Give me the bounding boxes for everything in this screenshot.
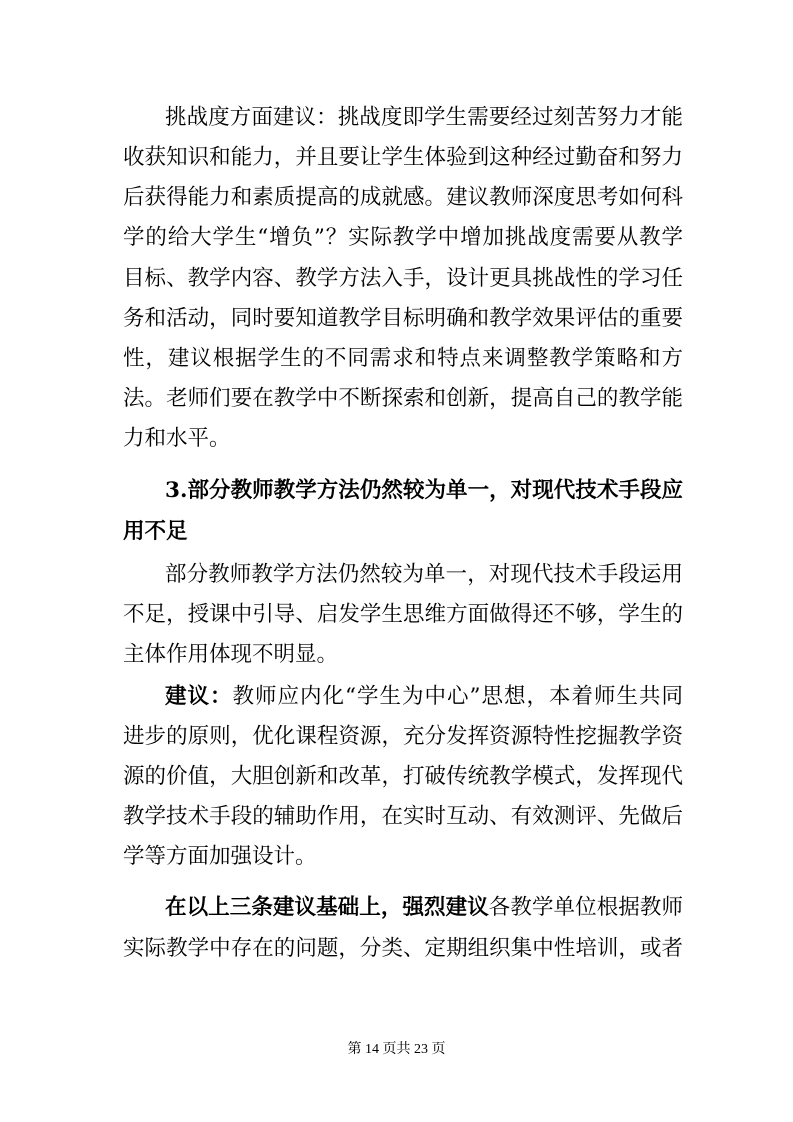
paragraph-line: 法。老师们要在教学中不断探索和创新，提高自己的教学能 [123,386,683,411]
page-number-footer: 第 14 页共 23 页 [347,1042,446,1057]
paragraph-line: 进步的原则，优化课程资源，充分发挥资源特性挖掘教学资 [123,724,683,749]
paragraph-line: 学等方面加强设计。 [123,844,317,869]
paragraph-line: 学的给大学生“增负”？实际教学中增加挑战度需要从教学 [123,225,683,250]
bold-emphasis: 强烈建议 [402,895,489,920]
paragraph-line: 收获知识和能力，并且要让学生体验到这种经过勤奋和努力 [123,145,683,170]
paragraph-line: 实际教学中存在的问题，分类、定期组织集中性培训，或者 [123,936,683,961]
paragraph-line: 源的价值，大胆创新和改革，打破传统教学模式，发挥现代 [123,764,683,789]
paragraph-line: 后获得能力和素质提高的成就感。建议教师深度思考如何科 [123,185,683,210]
paragraph-line: 挑战度方面建议：挑战度即学生需要经过刻苦努力才能 [165,105,683,130]
paragraph-text: 教师应内化“学生为中心”思想，本着师生共同 [232,684,683,709]
paragraph-line: 不足，授课中引导、启发学生思维方面做得还不够，学生的 [123,602,683,627]
paragraph-line: 力和水平。 [123,426,231,451]
section-heading: 3.部分教师教学方法仍然较为单一，对现代技术手段应 [165,478,683,503]
paragraph-line: 性，建议根据学生的不同需求和特点来调整教学策略和方 [123,346,683,371]
bold-lead: 在以上三条建议基础上， [165,895,403,920]
paragraph-line [165,893,683,923]
paragraph-line [165,682,683,712]
paragraph-line: 目标、教学内容、教学方法入手，设计更具挑战性的学习任 [123,266,683,291]
section-heading: 用不足 [123,519,188,544]
paragraph-line: 务和活动，同时要知道教学目标明确和教学效果评估的重要 [123,306,683,331]
paragraph-line: 部分教师教学方法仍然较为单一，对现代技术手段运用 [165,562,683,587]
bold-lead: 建议： [165,684,233,709]
paragraph-text: 各教学单位根据教师 [488,895,683,920]
paragraph-line: 教学技术手段的辅助作用，在实时互动、有效测评、先做后 [123,804,683,829]
paragraph-line: 主体作用体现不明显。 [123,642,339,667]
